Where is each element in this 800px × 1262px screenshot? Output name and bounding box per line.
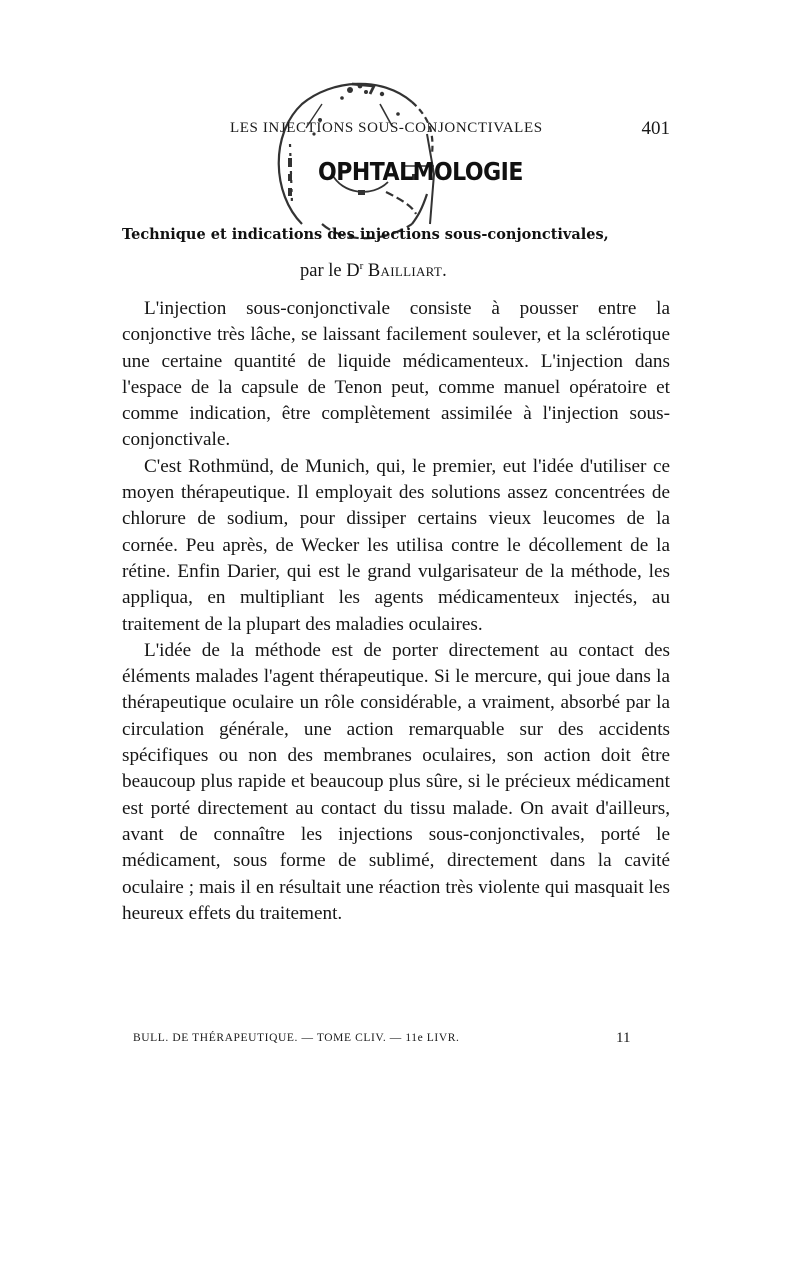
article-body bbox=[122, 296, 670, 927]
byline-superscript: r bbox=[359, 260, 364, 272]
paragraph: C'est Rothmünd, de Munich, qui, le premier, eut l'idée d'utiliser ce moyen thérapeutique. Il employait des solutions assez concentrées de chlorure de sodium, pour dissiper certains vieux leucomes de la cornée. Peu après, de Wecker les utilisa contre le décollement de la rétine. Enfin Darier, qui est le grand vulgarisateur de la méthode, les appliqua, en multipliant les agents médicamenteux injectés, au traitement de la plupart des maladies oculaires. bbox=[122, 455, 670, 635]
byline-prefix: par le D bbox=[300, 261, 360, 281]
page-number: 401 bbox=[641, 118, 670, 139]
paragraph: L'idée de la méthode est de porter directement au contact des éléments malades l'agent thérapeutique. Si le mercure, qui joue dans la thérapeutique oculaire un rôle considérable, a vraiment, absorbé par la circulation générale, une action remarquable sur des accidents spécifiques ou non des membranes oculaires, son action doit être beaucoup plus rapide et beaucoup plus sûre, si le précieux médicament est porté directement au contact du tissu malade. On avait d'ailleurs, avant de connaître les injections sous-conjonctivales, porté le médicament, sous forme de sublimé, directement dans la cavité oculaire ; mais il en résultait une réaction très violente qui masquait les heureux effets du traitement. bbox=[122, 639, 670, 924]
stamp-label: OPHTALMOLOGIE bbox=[318, 158, 523, 187]
signature-mark: 11 bbox=[616, 1030, 631, 1046]
running-title: LES INJECTIONS SOUS-CONJONCTIVALES bbox=[230, 120, 543, 136]
byline bbox=[300, 260, 447, 282]
author-name: Bailliart. bbox=[367, 261, 448, 281]
journal-footer: BULL. DE THÉRAPEUTIQUE. — TOME CLIV. — 11e LIVR. bbox=[133, 1032, 460, 1044]
running-header bbox=[230, 118, 670, 142]
article-title: Technique et indications des injections sous-conjonctivales, bbox=[122, 226, 609, 243]
paragraph: L'injection sous-conjonctivale consiste à pousser entre la conjonctive très lâche, se laissant facilement soulever, et la sclérotique une certaine quantité de liquide médicamenteux. L'injection dans l'espace de la capsule de Tenon peut, comme manuel opératoire et comme indication, être complètement assimilée à l'injection sous-conjonctivale. bbox=[122, 298, 670, 451]
